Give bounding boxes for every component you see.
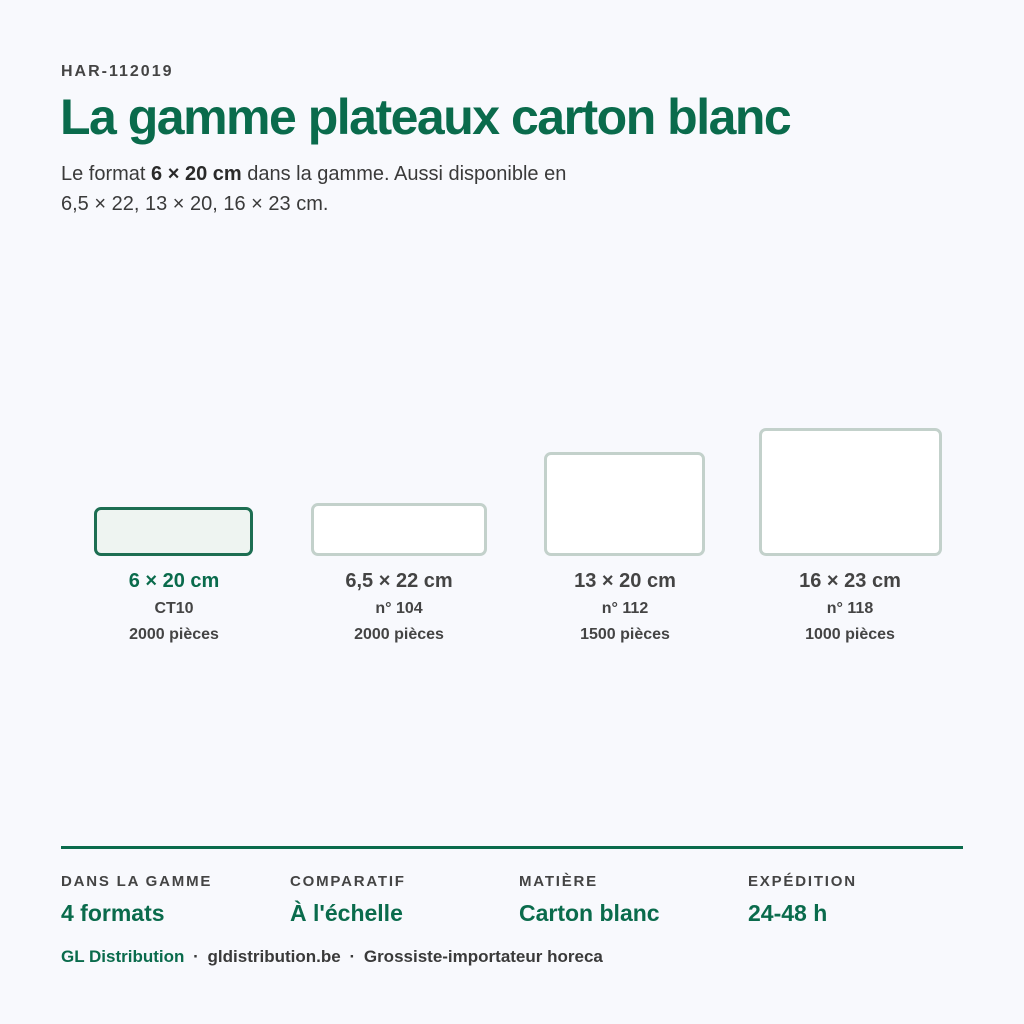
subtitle-second-line: 6,5 × 22, 13 × 20, 16 × 23 cm. [61, 193, 329, 215]
subtitle-highlight: 6 × 20 cm [151, 163, 242, 185]
format-card-16x23[interactable] [730, 566, 970, 648]
footer-website[interactable]: gldistribution.be [207, 947, 341, 966]
format-quantity: 2000 pièces [354, 626, 444, 643]
format-reference: n° 104 [375, 600, 423, 617]
footer-separator: · [349, 947, 356, 966]
format-size: 6 × 20 cm [128, 570, 220, 592]
tray-shape-6x20[interactable] [94, 507, 253, 556]
page-title: La gamme plateaux carton blanc [60, 89, 791, 145]
format-size: 13 × 20 cm [574, 570, 676, 592]
format-card-13x20[interactable] [505, 566, 745, 648]
stat-value: Carton blanc [519, 900, 660, 926]
tray-shape-13x20[interactable] [544, 452, 705, 556]
footer [61, 947, 603, 967]
page-subtitle [61, 159, 681, 219]
stat-range [61, 870, 281, 927]
product-sku: HAR-112019 [61, 63, 174, 80]
format-reference: n° 112 [601, 600, 649, 617]
stat-comparison [290, 870, 510, 927]
stat-value: 4 formats [61, 900, 165, 926]
format-quantity: 1000 pièces [805, 626, 895, 643]
stat-value: À l'échelle [290, 900, 403, 926]
section-divider [61, 846, 963, 849]
stat-material [519, 870, 739, 927]
stat-label: MATIÈRE [519, 873, 598, 890]
subtitle-middle: dans la gamme. Aussi disponible en [247, 163, 567, 185]
tray-shape-16x23[interactable] [759, 428, 942, 556]
format-quantity: 2000 pièces [129, 626, 219, 643]
tray-shape-6-5x22[interactable] [311, 503, 487, 556]
stat-label: COMPARATIF [290, 873, 406, 890]
format-size: 16 × 23 cm [799, 570, 901, 592]
subtitle-prefix: Le format [61, 163, 146, 185]
format-size: 6,5 × 22 cm [345, 570, 453, 592]
format-quantity: 1500 pièces [580, 626, 670, 643]
stat-label: EXPÉDITION [748, 873, 857, 890]
format-reference: n° 118 [826, 600, 874, 617]
footer-brand: GL Distribution [61, 947, 185, 966]
stat-shipping [748, 870, 968, 927]
format-reference: CT10 [154, 600, 194, 617]
footer-separator: · [193, 947, 199, 966]
stat-label: DANS LA GAMME [61, 873, 213, 890]
format-card-6-5x22[interactable] [279, 566, 519, 648]
format-card-6x20[interactable] [54, 566, 294, 648]
footer-tagline: Grossiste-importateur horeca [363, 947, 603, 966]
stat-value: 24-48 h [748, 900, 828, 926]
